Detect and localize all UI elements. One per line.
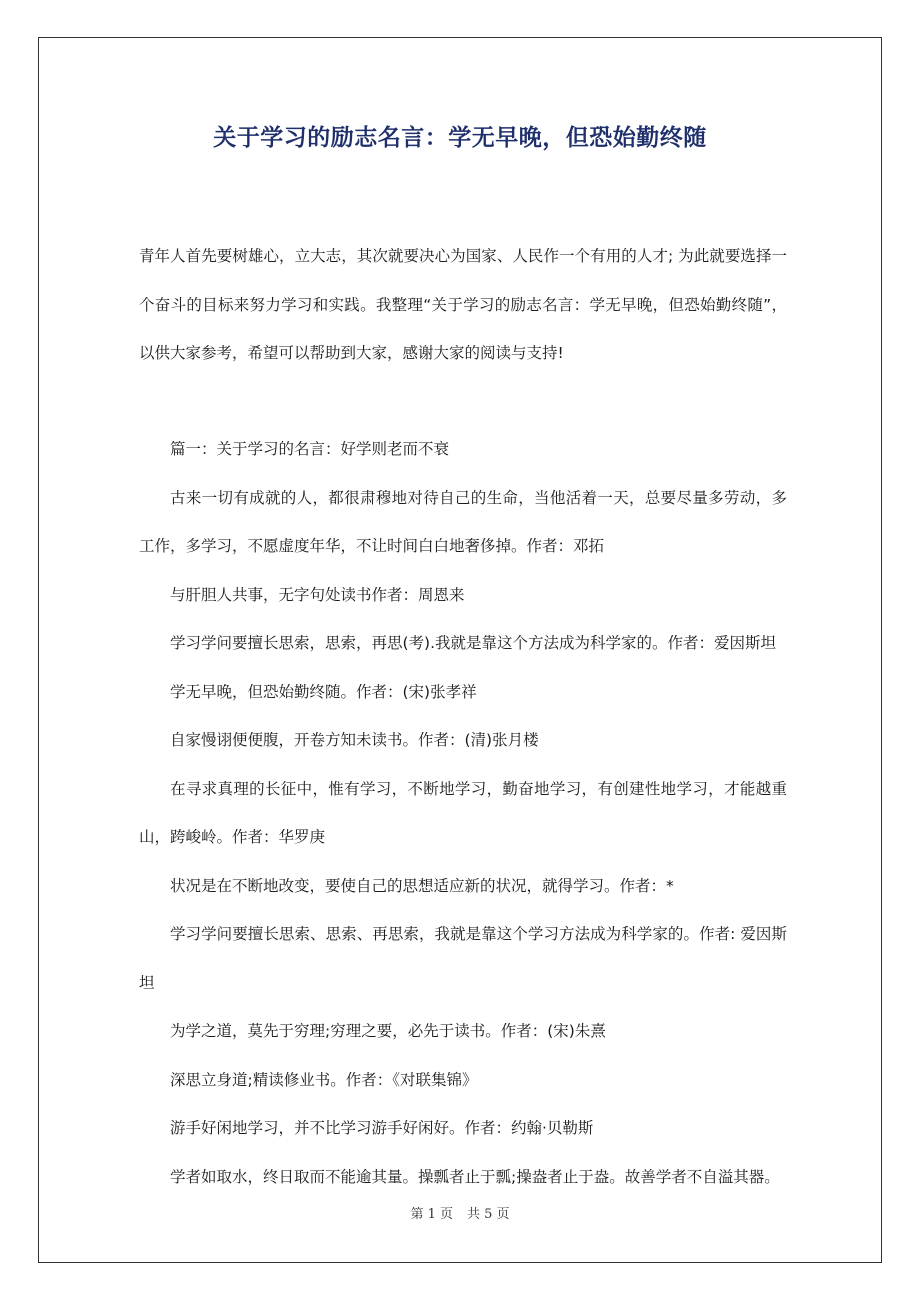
intro-text: 青年人首先要树雄心，立大志，其次就要决心为国家、人民作一个有用的人才; 为此就要选择一个奋斗的目标来努力学习和实践。我整理“关于学习的励志名言：学无早晚，但恐始勤终随”，以供大家参考，希望可以帮助到大家，感谢大家的阅读与支持! bbox=[139, 247, 787, 362]
quote-paragraph: 深思立身道;精读修业书。作者：《对联集锦》 bbox=[170, 1070, 478, 1089]
section-heading: 篇一：关于学习的名言：好学则老而不衰 bbox=[170, 440, 450, 458]
page-number: 第 1 页 bbox=[410, 1207, 453, 1222]
page-total: 共 5 页 bbox=[467, 1207, 510, 1222]
quote-paragraph: 在寻求真理的长征中，惟有学习，不断地学习，勤奋地学习，有创建性地学习，才能越重山，跨峻岭。作者：华罗庚 bbox=[139, 779, 787, 846]
intro-paragraph bbox=[139, 232, 787, 378]
quote-paragraph: 古来一切有成就的人，都很肃穆地对待自己的生命，当他活着一天，总要尽量多劳动，多工作，多学习，不愿虚度年华，不让时间白白地奢侈掉。作者：邓拓 bbox=[139, 488, 787, 555]
quote-paragraph: 与肝胆人共事，无字句处读书作者：周恩来 bbox=[170, 585, 465, 604]
document-title: 关于学习的励志名言：学无早晚，但恐始勤终随 bbox=[213, 125, 707, 151]
quote-paragraph: 状况是在不断地改变，要使自己的思想适应新的状况，就得学习。作者：* bbox=[170, 876, 674, 895]
quote-paragraph: 学习学问要擅长思索、思索、再思索，我就是靠这个学习方法成为科学家的。作者: 爱因斯坦 bbox=[139, 925, 787, 992]
page-footer bbox=[0, 1205, 920, 1225]
quote-paragraph: 学者如取水，终日取而不能逾其量。操瓢者止于瓢;操盎者止于盎。故善学者不自溢其器。 bbox=[170, 1167, 780, 1186]
quote-paragraph: 学习学问要擅长思索，思索，再思(考).我就是靠这个方法成为科学家的。作者：爱因斯坦 bbox=[170, 634, 777, 652]
quote-paragraph: 学无早晚，但恐始勤终随。作者：(宋)张孝祥 bbox=[170, 682, 477, 701]
quotes-section bbox=[139, 425, 787, 1201]
quote-paragraph: 游手好闲地学习，并不比学习游手好闲好。作者：约翰·贝勒斯 bbox=[170, 1119, 594, 1137]
quote-paragraph: 自家慢诩便便腹，开卷方知未读书。作者：(清)张月楼 bbox=[170, 731, 539, 749]
quote-paragraph: 为学之道，莫先于穷理;穷理之要，必先于读书。作者：(宋)朱熹 bbox=[170, 1022, 606, 1040]
